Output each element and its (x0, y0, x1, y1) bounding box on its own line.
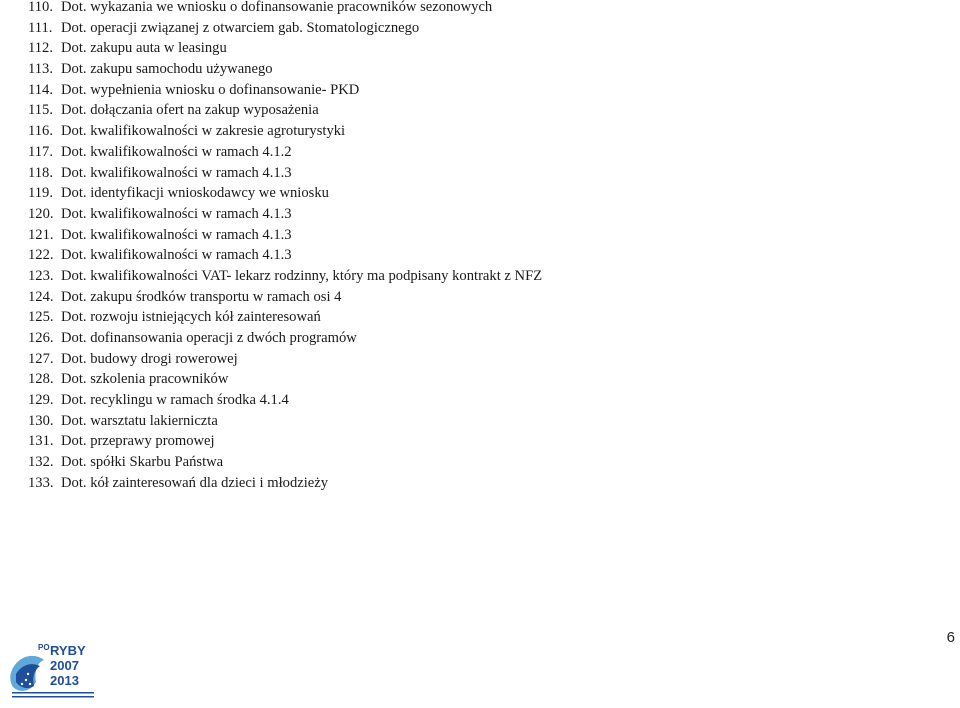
item-number: 126. (28, 330, 54, 346)
item-number: 119. (28, 185, 53, 202)
item-text: Dot. przeprawy promowej (61, 433, 215, 450)
item-number: 133. (28, 474, 54, 491)
item-number: 131. (28, 433, 54, 450)
item-text: Dot. dofinansowania operacji z dwóch programów (61, 330, 357, 346)
list-item (28, 142, 542, 163)
item-text: Dot. zakupu środków transportu w ramach osi 4 (61, 288, 342, 305)
list-item (28, 225, 542, 246)
item-number: 111. (28, 19, 53, 36)
po-ryby-logo (8, 640, 98, 706)
list-item (28, 245, 542, 266)
item-number: 132. (28, 454, 54, 471)
item-number: 127. (28, 350, 54, 367)
item-text: Dot. wypełnienia wniosku o dofinansowanie- PKD (61, 81, 360, 98)
item-number: 112. (28, 40, 53, 57)
list-item (28, 307, 542, 328)
item-number: 122. (28, 247, 54, 264)
list-item (28, 473, 542, 494)
list-item (28, 349, 542, 370)
item-number: 110. (28, 0, 53, 15)
list-item (28, 204, 542, 225)
list-item (28, 121, 542, 142)
item-text: Dot. warsztatu lakierniczta (61, 412, 218, 429)
list-item (28, 431, 542, 452)
logo-ryby: RYBY (50, 643, 86, 658)
item-text: Dot. kwalifikowalności w ramach 4.1.3 (61, 205, 292, 222)
list-item (28, 183, 542, 204)
list-item (28, 411, 542, 432)
list-item (28, 59, 542, 80)
list-item (28, 369, 542, 390)
item-text: Dot. rozwoju istniejących kół zainteresowań (61, 309, 321, 326)
item-number: 125. (28, 309, 54, 326)
item-text: Dot. wykazania we wniosku o dofinansowanie pracowników sezonowych (61, 0, 493, 15)
item-number: 128. (28, 371, 54, 388)
list-item (28, 38, 542, 59)
item-number: 115. (28, 102, 53, 119)
item-text: Dot. zakupu auta w leasingu (61, 40, 227, 57)
list-item (28, 80, 542, 101)
item-text: Dot. spółki Skarbu Państwa (61, 454, 224, 471)
item-text: Dot. kwalifikowalności VAT- lekarz rodzinny, który ma podpisany kontrakt z NFZ (61, 267, 543, 284)
item-text: Dot. kół zainteresowań dla dzieci i młodzieży (61, 474, 329, 491)
item-number: 124. (28, 288, 54, 305)
list-item (28, 163, 542, 184)
item-text: Dot. identyfikacji wnioskodawcy we wniosku (61, 185, 329, 202)
item-number: 113. (28, 61, 53, 78)
item-number: 117. (28, 143, 53, 160)
list-item (28, 452, 542, 473)
list-item (28, 287, 542, 308)
item-text: Dot. kwalifikowalności w ramach 4.1.3 (61, 247, 292, 264)
logo-2007: 2007 (50, 658, 79, 673)
item-text: Dot. kwalifikowalności w ramach 4.1.3 (61, 226, 292, 243)
item-number: 114. (28, 81, 53, 98)
item-text: Dot. operacji związanej z otwarciem gab. Stomatologicznego (61, 19, 420, 36)
list-item (28, 18, 542, 39)
page-number: 6 (946, 629, 955, 646)
list-item (28, 390, 542, 411)
item-text: Dot. zakupu samochodu używanego (61, 61, 273, 78)
item-number: 121. (28, 226, 54, 243)
item-number: 118. (28, 164, 53, 181)
item-number: 116. (28, 123, 53, 140)
list-item (28, 266, 542, 287)
item-text: Dot. szkolenia pracowników (61, 371, 229, 388)
item-text: Dot. recyklingu w ramach środka 4.1.4 (61, 392, 289, 409)
list-item (28, 0, 542, 18)
logo-2013: 2013 (50, 673, 79, 688)
item-text: Dot. budowy drogi rowerowej (61, 350, 238, 367)
faq-topic-list (28, 0, 542, 494)
logo-po: PO (38, 643, 50, 652)
item-text: Dot. kwalifikowalności w zakresie agroturystyki (61, 123, 346, 140)
item-text: Dot. kwalifikowalności w ramach 4.1.2 (61, 143, 292, 160)
item-text: Dot. kwalifikowalności w ramach 4.1.3 (61, 164, 292, 181)
item-number: 129. (28, 392, 54, 409)
item-number: 120. (28, 205, 54, 222)
item-number: 130. (28, 412, 54, 429)
item-number: 123. (28, 267, 54, 284)
list-item (28, 100, 542, 121)
item-text: Dot. dołączania ofert na zakup wyposażenia (61, 102, 319, 119)
list-item (28, 328, 542, 349)
